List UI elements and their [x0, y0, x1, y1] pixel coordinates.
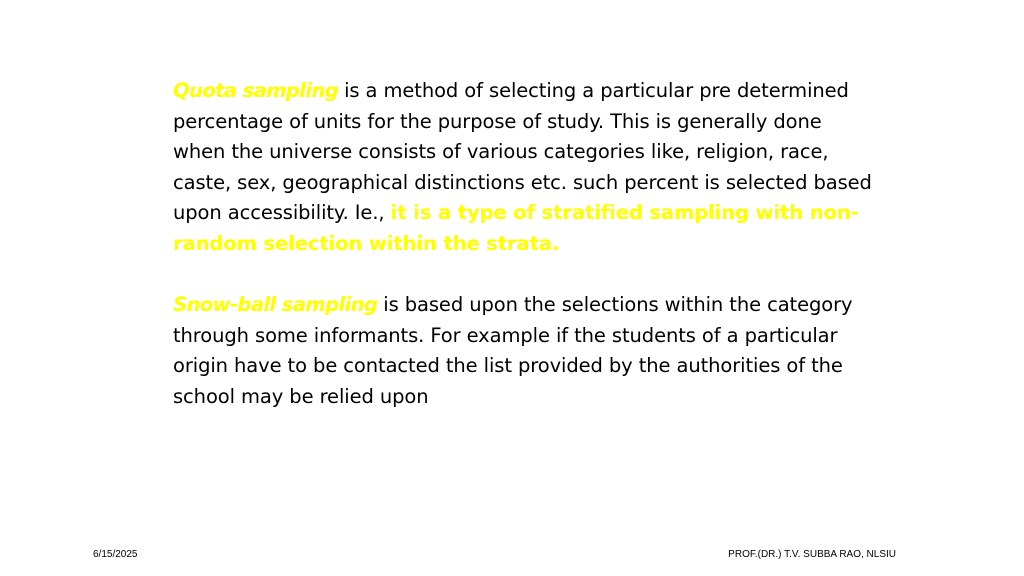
- footer-date: 6/15/2025: [93, 549, 138, 560]
- snowball-sampling-paragraph: [173, 290, 873, 412]
- slide-content: [173, 76, 873, 413]
- quota-sampling-paragraph: [173, 76, 873, 260]
- quota-sampling-period: .: [551, 231, 560, 255]
- quota-sampling-term: Quota sampling: [173, 79, 338, 102]
- quota-sampling-description: is a method of selecting a particular pre determined percentage of units for the purpose of study. This is generally done when the universe consists of various categories like, religion, race, caste, sex, geographical distinctions etc. such percent is selected based upon accessibility. Ie.,: [173, 79, 872, 225]
- snowball-sampling-description: is based upon the selections within the category through some informants. For example if the students of a particular origin have to be contacted the list provided by the authorities of the school may be relied upon: [173, 293, 853, 408]
- footer-author: PROF.(DR.) T.V. SUBBA RAO, NLSIU: [728, 549, 896, 560]
- quota-sampling-highlight: it is a type of stratified sampling with non-random selection within the strata: [173, 201, 859, 255]
- snowball-sampling-term: Snow-ball sampling: [173, 293, 378, 317]
